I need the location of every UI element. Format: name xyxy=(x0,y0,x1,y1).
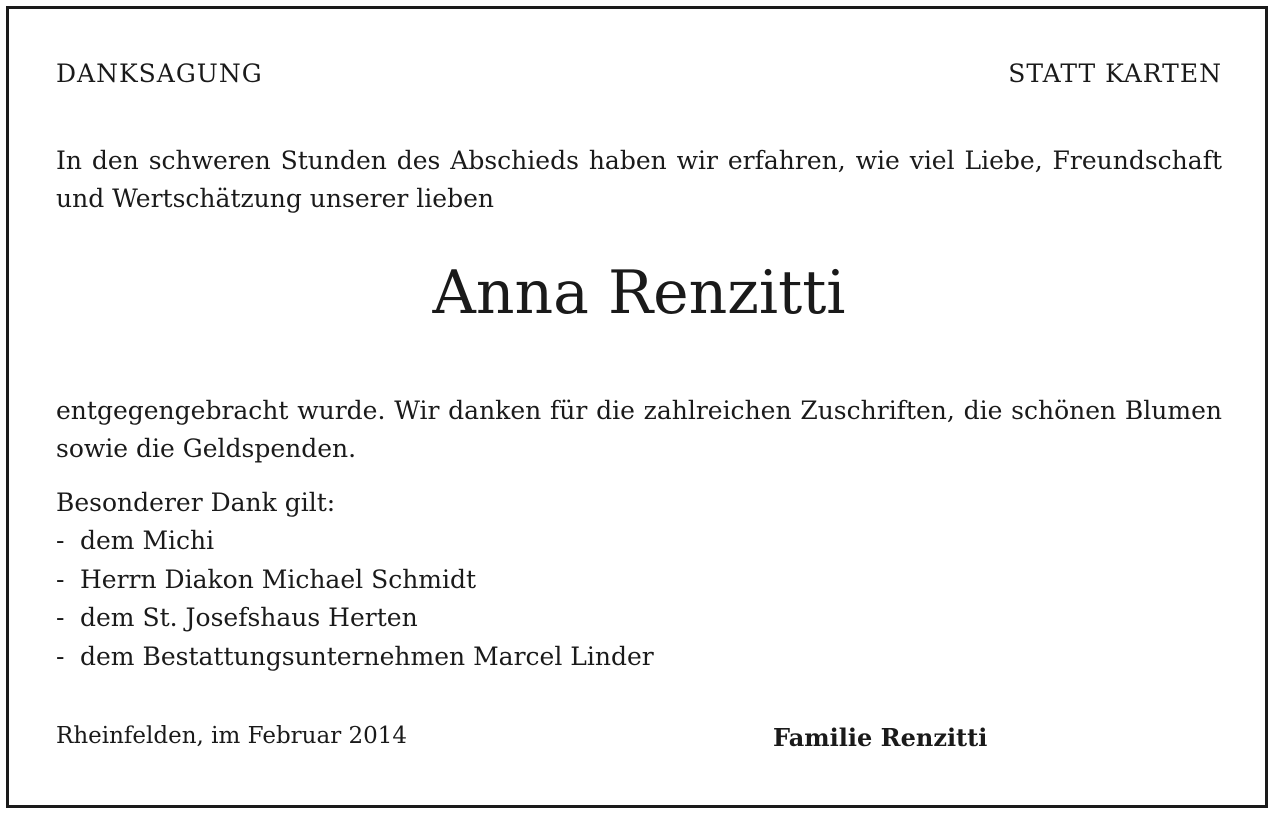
header-subtitle: STATT KARTEN xyxy=(1008,59,1222,88)
bullet-dash: - xyxy=(56,603,65,632)
place-and-date: Rheinfelden, im Februar 2014 xyxy=(56,723,408,749)
list-item xyxy=(56,561,654,600)
intro-paragraph: In den schweren Stunden des Abschieds haben wir erfahren, wie viel Liebe, Freundschaft und Wertschätzung unserer lieben xyxy=(56,146,1222,213)
bullet-dash: - xyxy=(56,564,65,594)
header-title: DANKSAGUNG xyxy=(56,59,263,88)
deceased-name: Anna Renzitti xyxy=(432,258,846,328)
special-thanks-title: Besonderer Dank gilt: xyxy=(56,488,336,517)
list-item xyxy=(56,599,654,638)
list-item-text: dem Michi xyxy=(80,526,215,555)
bullet-dash: - xyxy=(56,526,65,555)
list-item-text: dem St. Josefshaus Herten xyxy=(80,603,418,632)
bullet-dash: - xyxy=(56,641,65,671)
thanks-paragraph: entgegengebracht wurde. Wir danken für die zahlreichen Zuschriften, die schönen Blumen sowie die Geldspenden. xyxy=(56,396,1222,463)
family-signature: Familie Renzitti xyxy=(773,723,988,752)
notice-content xyxy=(56,0,1222,817)
list-item xyxy=(56,638,654,677)
special-thanks-list xyxy=(56,522,654,676)
list-item xyxy=(56,522,654,561)
list-item-text: Herrn Diakon Michael Schmidt xyxy=(80,564,477,594)
list-item-text: dem Bestattungsunternehmen Marcel Linder xyxy=(80,641,654,671)
